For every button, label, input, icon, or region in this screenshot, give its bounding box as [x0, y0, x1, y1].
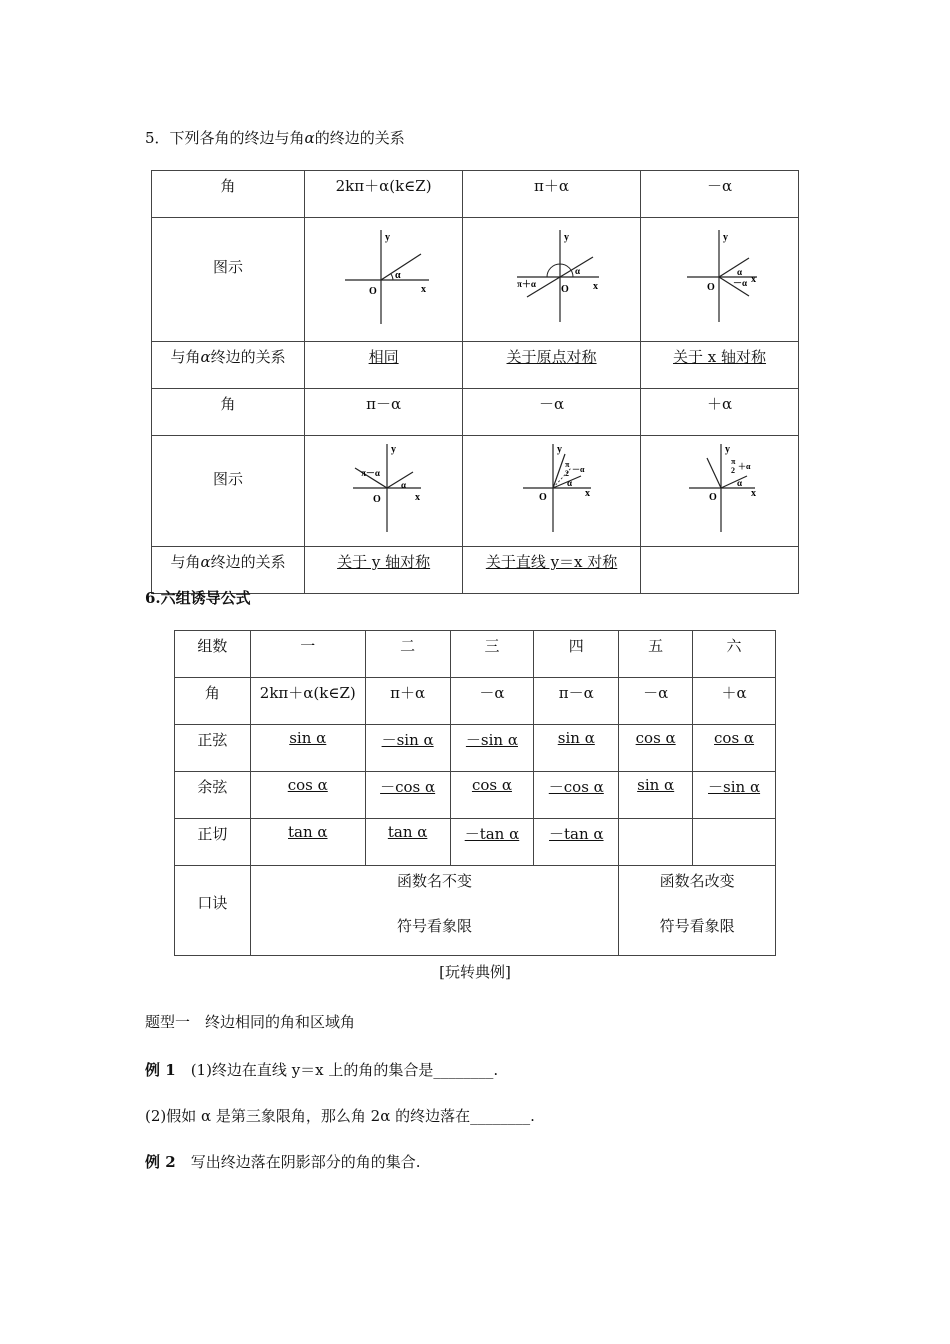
- figure-cell-3: [641, 218, 799, 342]
- cos-row: [175, 772, 776, 819]
- x-label: x: [750, 274, 756, 285]
- figure-cell-2: [463, 218, 641, 342]
- tan-value: tan α: [288, 823, 328, 841]
- sin-value: cos α: [714, 729, 755, 747]
- plus-alpha-label: ＋α: [737, 462, 750, 471]
- relation-5: [463, 547, 641, 594]
- pi-plus-alpha-label: π＋α: [516, 279, 536, 289]
- origin-label: O: [368, 286, 377, 297]
- relation-value: 关于 y 轴对称: [337, 553, 431, 571]
- tan-value: －tan α: [549, 825, 604, 843]
- example-2-label: 例 2: [145, 1153, 176, 1171]
- alpha-label: α: [400, 480, 406, 490]
- cos-value: cos α: [471, 776, 512, 794]
- tan-cell: [534, 819, 619, 866]
- relation-value: 相同: [368, 348, 399, 366]
- angle-cell: ＋α: [693, 678, 776, 725]
- y-label: y: [722, 232, 728, 243]
- col-angle-5: －α: [463, 389, 641, 436]
- header-cell: 一: [250, 631, 365, 678]
- relation-row-top: [152, 342, 799, 389]
- relation-6: [641, 547, 799, 594]
- col-angle-4: π－α: [305, 389, 463, 436]
- origin-label: O: [706, 282, 715, 293]
- sin-cell: [693, 725, 776, 772]
- row-label-figure: 图示: [152, 436, 305, 547]
- mnemonic-left-line1: 函数名不变: [397, 872, 473, 890]
- angle-row: [175, 678, 776, 725]
- sin-label: 正弦: [175, 725, 251, 772]
- row-label-angle: 角: [152, 171, 305, 218]
- y-label: y: [724, 444, 730, 455]
- relation-alpha: α: [200, 553, 211, 571]
- col-angle-3: －α: [641, 171, 799, 218]
- x-label: x: [592, 281, 598, 292]
- sin-value: sin α: [289, 729, 327, 747]
- terminal-side-table: [151, 170, 799, 594]
- y-label: y: [390, 444, 396, 455]
- angle-cell: －α: [450, 678, 534, 725]
- header-cell: 二: [365, 631, 450, 678]
- tan-cell: [450, 819, 534, 866]
- y-label: y: [563, 232, 569, 243]
- sin-cell: [250, 725, 365, 772]
- cos-value: sin α: [637, 776, 675, 794]
- col-angle-2: π＋α: [463, 171, 641, 218]
- example-1: [145, 1059, 498, 1080]
- cos-value: －sin α: [708, 778, 761, 796]
- angle-cell: 角: [175, 678, 251, 725]
- figure-yx-symmetric: [467, 440, 637, 542]
- figure-row-bottom: [152, 436, 799, 547]
- figure-plus-alpha: [645, 440, 795, 542]
- figure-origin-symmetric: [467, 222, 637, 337]
- relation-prefix: 与角: [170, 553, 201, 571]
- tan-value: －tan α: [464, 825, 520, 843]
- header-row: [175, 631, 776, 678]
- example-2-text: 写出终边落在阴影部分的角的集合.: [190, 1153, 421, 1171]
- sin-value: sin α: [557, 729, 595, 747]
- origin-label: O: [708, 492, 717, 503]
- header-cell: 组数: [175, 631, 251, 678]
- angle-cell: π＋α: [365, 678, 450, 725]
- sin-row: [175, 725, 776, 772]
- row-label-angle: 角: [152, 389, 305, 436]
- induction-formula-table: [174, 630, 776, 956]
- mnemonic-label: 口诀: [175, 866, 251, 956]
- x-label: x: [420, 284, 426, 295]
- mnemonic-left: [250, 866, 618, 956]
- type-one-heading: 题型一 终边相同的角和区域角: [145, 1013, 356, 1031]
- relation-4: [305, 547, 463, 594]
- sin-cell: [450, 725, 534, 772]
- angle-cell: －α: [619, 678, 693, 725]
- cos-cell: [250, 772, 365, 819]
- relation-alpha: α: [200, 348, 211, 366]
- origin-label: O: [372, 494, 381, 505]
- y-label: y: [384, 232, 390, 243]
- cos-cell: [693, 772, 776, 819]
- relation-3: [641, 342, 799, 389]
- pi-label: π: [564, 460, 569, 469]
- cos-value: －cos α: [380, 778, 436, 796]
- figure-row-top: [152, 218, 799, 342]
- angle-cell: π－α: [534, 678, 619, 725]
- alpha-label: α: [574, 266, 580, 276]
- example-1-label: 例 1: [145, 1061, 176, 1079]
- origin-label: O: [560, 284, 569, 295]
- relation-2: [463, 342, 641, 389]
- alpha-label: α: [736, 478, 742, 488]
- sin-value: cos α: [635, 729, 676, 747]
- cos-cell: [534, 772, 619, 819]
- two-label: 2: [564, 469, 569, 478]
- y-label: y: [556, 444, 562, 455]
- alpha-label: α: [566, 478, 572, 488]
- relation-value: 关于直线 y＝x 对称: [485, 553, 618, 571]
- tan-cell: [250, 819, 365, 866]
- alpha-label: α: [736, 267, 742, 277]
- cos-value: cos α: [287, 776, 328, 794]
- mnemonic-right-line2: 符号看象限: [659, 917, 735, 935]
- tan-value: tan α: [387, 823, 428, 841]
- sin-cell: [534, 725, 619, 772]
- header-cell: 四: [534, 631, 619, 678]
- cos-value: －cos α: [548, 778, 604, 796]
- sin-cell: [619, 725, 693, 772]
- row-label-figure: 图示: [152, 218, 305, 342]
- figure-cell-5: [463, 436, 641, 547]
- pi-label: π: [730, 457, 735, 466]
- figure-cell-4: [305, 436, 463, 547]
- relation-prefix: 与角: [170, 348, 201, 366]
- x-label: x: [750, 488, 756, 499]
- relation-suffix: 终边的关系: [210, 348, 286, 366]
- col-angle-6: ＋α: [641, 389, 799, 436]
- example-1-text: (1)终边在直线 y＝x 上的角的集合是________.: [190, 1061, 499, 1079]
- examples-banner: [玩转典例]: [439, 963, 511, 981]
- header-cell: 六: [693, 631, 776, 678]
- mnemonic-right: [619, 866, 776, 956]
- figure-x-symmetric: [645, 222, 795, 337]
- col-angle-1: 2kπ＋α(k∈Z): [305, 171, 463, 218]
- example-1-part2: (2)假如 α 是第三象限角，那么角 2α 的终边落在________.: [145, 1107, 535, 1125]
- sin-cell: [365, 725, 450, 772]
- origin-label: O: [538, 492, 547, 503]
- title-prefix: 5．下列各角的终边与角: [145, 129, 305, 147]
- relation-1: [305, 342, 463, 389]
- figure-same-terminal: [309, 222, 459, 337]
- x-label: x: [584, 488, 590, 499]
- tan-cell: [619, 819, 693, 866]
- x-label: x: [414, 492, 420, 503]
- title-suffix: 的终边的关系: [314, 129, 405, 147]
- cos-label: 余弦: [175, 772, 251, 819]
- relation-value: 关于原点对称: [506, 348, 597, 366]
- angle-cell: 2kπ＋α(k∈Z): [250, 678, 365, 725]
- mnemonic-row: [175, 866, 776, 956]
- tan-row: [175, 819, 776, 866]
- cos-cell: [365, 772, 450, 819]
- angle-row-bottom: [152, 389, 799, 436]
- example-2: [145, 1151, 420, 1172]
- tan-label: 正切: [175, 819, 251, 866]
- sin-value: －sin α: [381, 731, 434, 749]
- mnemonic-right-line1: 函数名改变: [659, 872, 735, 890]
- figure-cell-1: [305, 218, 463, 342]
- cos-cell: [619, 772, 693, 819]
- row-label-relation: [152, 342, 305, 389]
- section5-title: [145, 127, 405, 148]
- title-alpha: α: [304, 129, 315, 147]
- pi-minus-alpha-label: π－α: [360, 468, 380, 478]
- tan-cell: [365, 819, 450, 866]
- tan-cell: [693, 819, 776, 866]
- angle-row-top: [152, 171, 799, 218]
- sin-value: －sin α: [465, 731, 518, 749]
- header-cell: 三: [450, 631, 534, 678]
- alpha-label: α: [394, 270, 401, 281]
- neg-alpha-label: －α: [732, 278, 747, 288]
- header-cell: 五: [619, 631, 693, 678]
- mnemonic-left-line2: 符号看象限: [397, 917, 473, 935]
- two-label: 2: [730, 466, 735, 475]
- cos-cell: [450, 772, 534, 819]
- figure-cell-6: [641, 436, 799, 547]
- section6-title: 6.六组诱导公式: [145, 589, 251, 607]
- relation-value: 关于 x 轴对称: [673, 348, 767, 366]
- relation-suffix: 终边的关系: [210, 553, 286, 571]
- minus-alpha-label: －α: [571, 465, 585, 474]
- figure-y-symmetric: [309, 440, 459, 542]
